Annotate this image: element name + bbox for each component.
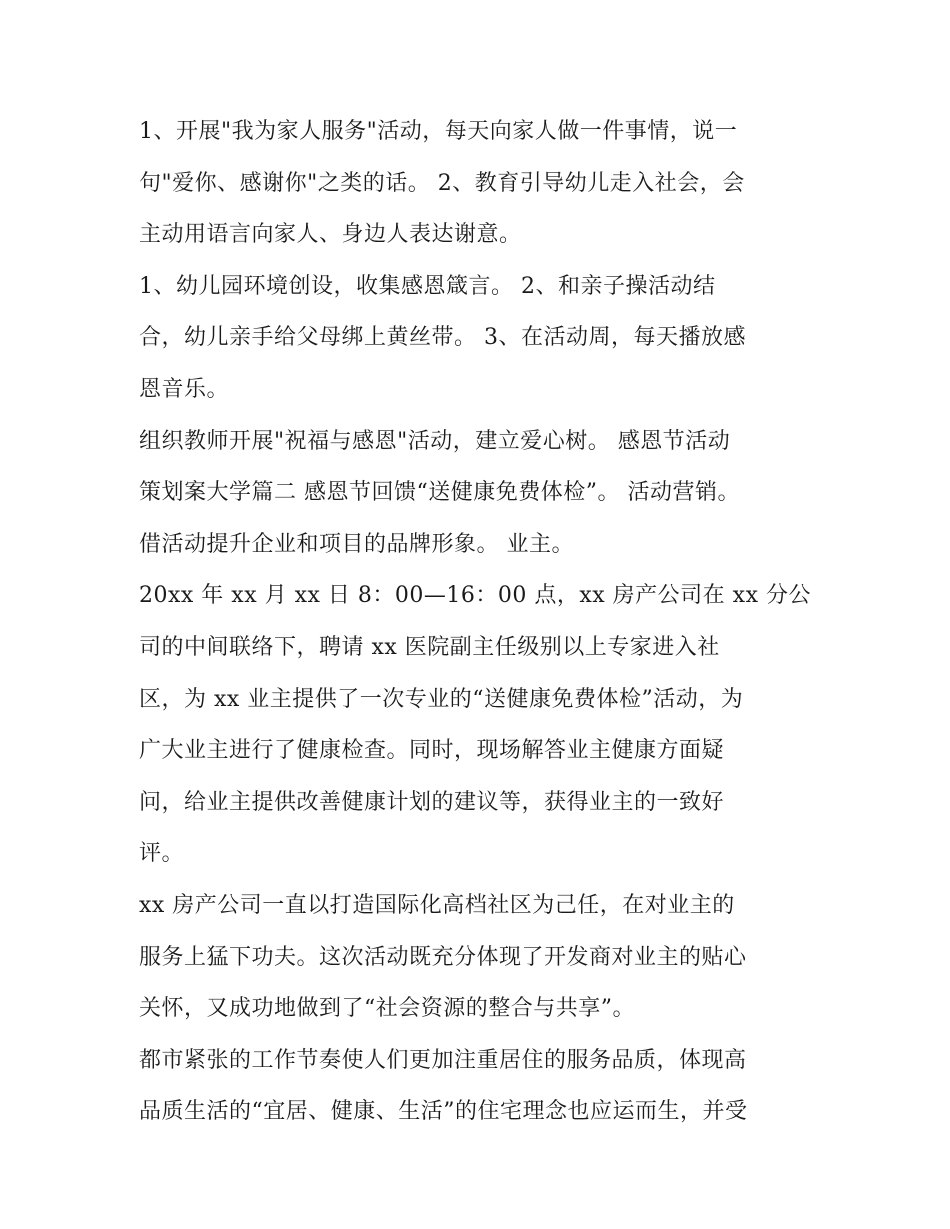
text-line: 问，给业主提供改善健康计划的建议等，获得业主的一致好: [139, 789, 725, 815]
text-line: 都市紧张的工作节奏使人们更加注重居住的服务品质，体现高: [139, 1047, 747, 1073]
text-line: 恩音乐。: [139, 376, 230, 402]
document-body: [139, 106, 829, 1138]
text-line: 评。: [139, 841, 185, 867]
text-line: 句"爱你、感谢你"之类的话。 2、教育引导幼儿走入社会，会: [139, 170, 745, 196]
text-line: 司的中间联络下，聘请 xx 医院副主任级别以上专家进入社: [139, 634, 720, 660]
text-line: 组织教师开展"祝福与感恩"活动，建立爱心树。 感恩节活动: [139, 428, 731, 454]
text-line: 1、开展"我为家人服务"活动，每天向家人做一件事情，说一: [139, 119, 738, 144]
text-line: 品质生活的“宜居、健康、生活”的住宅理念也应运而生，并受: [139, 1099, 748, 1125]
text-line: 1、幼儿园环境创设，收集感恩箴言。 2、和亲子操活动结: [139, 273, 716, 299]
text-line: 借活动提升企业和项目的品牌形象。 业主。: [139, 531, 574, 557]
text-line: 策划案大学篇二 感恩节回馈“送健康免费体检”。 活动营销。: [139, 480, 740, 506]
text-line: 服务上猛下功夫。这次活动既充分体现了开发商对业主的贴心: [139, 944, 747, 970]
text-line: 合，幼儿亲手给父母绑上黄丝带。 3、在活动周，每天播放感: [139, 325, 746, 351]
text-line: 20xx 年 xx 月 xx 日 8：00—16：00 点，xx 房产公司在 xx 分公: [139, 583, 811, 609]
text-line: 广大业主进行了健康检查。同时，现场解答业主健康方面疑: [139, 738, 725, 764]
text-line: 关怀，又成功地做到了“社会资源的整合与共享”。: [139, 996, 635, 1022]
text-line: xx 房产公司一直以打造国际化高档社区为己任，在对业主的: [139, 892, 735, 918]
text-line: 主动用语言向家人、身边人表达谢意。: [139, 222, 522, 248]
text-line: 区，为 xx 业主提供了一次专业的“送健康免费体检”活动，为: [139, 686, 744, 712]
